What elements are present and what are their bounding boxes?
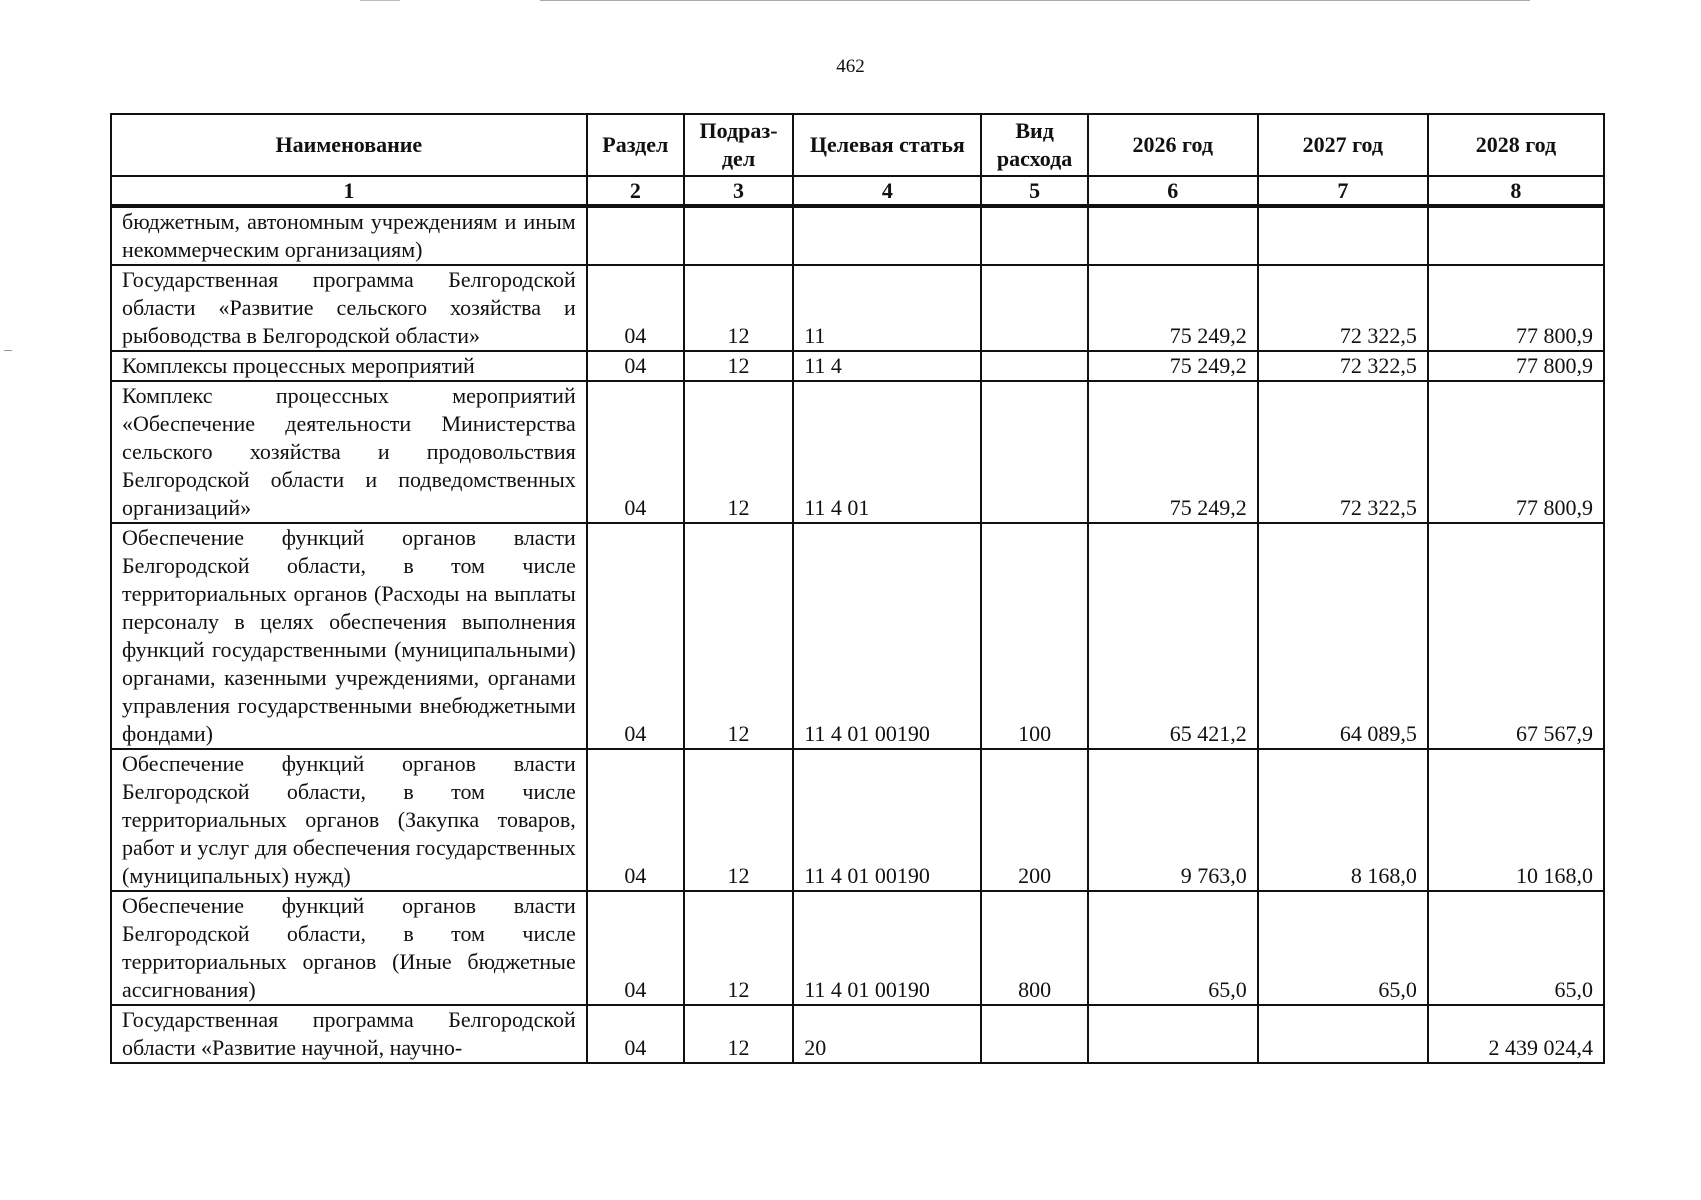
row-tselevaya-statya: 11 4 01 00190 <box>793 523 981 749</box>
row-2027: 65,0 <box>1258 891 1428 1005</box>
row-vid-raskhoda: 200 <box>981 749 1087 891</box>
row-razdel: 04 <box>587 265 684 351</box>
row-2026 <box>1088 206 1258 265</box>
row-2027: 72 322,5 <box>1258 381 1428 523</box>
row-vid-raskhoda: 800 <box>981 891 1087 1005</box>
row-2027: 8 168,0 <box>1258 749 1428 891</box>
row-podrazdel: 12 <box>684 351 793 381</box>
row-2028: 77 800,9 <box>1428 381 1604 523</box>
header-2028: 2028 год <box>1428 114 1604 176</box>
row-2027: 64 089,5 <box>1258 523 1428 749</box>
row-vid-raskhoda <box>981 381 1087 523</box>
budget-table <box>110 113 1605 1064</box>
row-podrazdel: 12 <box>684 891 793 1005</box>
table-row <box>111 265 1604 351</box>
table-row <box>111 749 1604 891</box>
row-razdel: 04 <box>587 381 684 523</box>
row-tselevaya-statya: 11 <box>793 265 981 351</box>
row-name: Обеспечение функций органов власти Белгородской области, в том числе территориальных органов (Иные бюджетные ассигнования) <box>111 891 587 1005</box>
row-2027 <box>1258 206 1428 265</box>
row-razdel <box>587 206 684 265</box>
table-header-row <box>111 114 1604 176</box>
row-podrazdel: 12 <box>684 265 793 351</box>
scan-artifact-line <box>360 0 400 1</box>
row-name: Комплексы процессных мероприятий <box>111 351 587 381</box>
row-2028: 67 567,9 <box>1428 523 1604 749</box>
row-podrazdel: 12 <box>684 523 793 749</box>
row-tselevaya-statya: 11 4 01 <box>793 381 981 523</box>
row-2027 <box>1258 1005 1428 1063</box>
header-name: Наименование <box>111 114 587 176</box>
row-2027: 72 322,5 <box>1258 265 1428 351</box>
row-2026 <box>1088 1005 1258 1063</box>
row-2026: 75 249,2 <box>1088 381 1258 523</box>
row-2028: 10 168,0 <box>1428 749 1604 891</box>
row-2027: 72 322,5 <box>1258 351 1428 381</box>
row-tselevaya-statya <box>793 206 981 265</box>
row-vid-raskhoda <box>981 265 1087 351</box>
table-row <box>111 206 1604 265</box>
column-number: 1 <box>111 176 587 206</box>
table-row <box>111 523 1604 749</box>
header-tselevaya-statya: Целевая статья <box>793 114 981 176</box>
row-tselevaya-statya: 11 4 <box>793 351 981 381</box>
column-number: 5 <box>981 176 1087 206</box>
row-name: Обеспечение функций органов власти Белгородской области, в том числе территориальных органов (Закупка товаров, работ и услуг для обеспечения государственных (муниципальных) нужд) <box>111 749 587 891</box>
row-2028: 77 800,9 <box>1428 351 1604 381</box>
scan-artifact-mark <box>4 350 12 351</box>
table-row <box>111 381 1604 523</box>
row-2026: 65,0 <box>1088 891 1258 1005</box>
row-vid-raskhoda <box>981 206 1087 265</box>
row-podrazdel: 12 <box>684 1005 793 1063</box>
header-2026: 2026 год <box>1088 114 1258 176</box>
column-number: 3 <box>684 176 793 206</box>
table-row <box>111 1005 1604 1063</box>
column-number-row <box>111 176 1604 206</box>
row-tselevaya-statya: 20 <box>793 1005 981 1063</box>
row-vid-raskhoda <box>981 351 1087 381</box>
row-name: Государственная программа Белгородской области «Развитие научной, научно- <box>111 1005 587 1063</box>
row-2028: 65,0 <box>1428 891 1604 1005</box>
row-vid-raskhoda <box>981 1005 1087 1063</box>
column-number: 8 <box>1428 176 1604 206</box>
row-name: Государственная программа Белгородской области «Развитие сельского хозяйства и рыбоводства в Белгородской области» <box>111 265 587 351</box>
row-name: бюджетным, автономным учреждениям и иным некоммерческим организациям) <box>111 206 587 265</box>
row-name: Комплекс процессных мероприятий «Обеспечение деятельности Министерства сельского хозяйства и продовольствия Белгородской области и подведомственных организаций» <box>111 381 587 523</box>
row-2028: 2 439 024,4 <box>1428 1005 1604 1063</box>
table-row <box>111 891 1604 1005</box>
row-2026: 65 421,2 <box>1088 523 1258 749</box>
row-2028: 77 800,9 <box>1428 265 1604 351</box>
row-podrazdel: 12 <box>684 381 793 523</box>
row-razdel: 04 <box>587 1005 684 1063</box>
row-2026: 75 249,2 <box>1088 265 1258 351</box>
row-2026: 9 763,0 <box>1088 749 1258 891</box>
row-razdel: 04 <box>587 351 684 381</box>
header-razdel: Раздел <box>587 114 684 176</box>
row-vid-raskhoda: 100 <box>981 523 1087 749</box>
row-razdel: 04 <box>587 749 684 891</box>
row-tselevaya-statya: 11 4 01 00190 <box>793 749 981 891</box>
row-name: Обеспечение функций органов власти Белгородской области, в том числе территориальных органов (Расходы на выплаты персоналу в целях обеспечения выполнения функций государственными (муниципальными) органами, казенными учреждениями, органами управления государственными внебюджетными фондами) <box>111 523 587 749</box>
header-2027: 2027 год <box>1258 114 1428 176</box>
row-podrazdel <box>684 206 793 265</box>
header-podrazdel: Подраз-дел <box>684 114 793 176</box>
page-number: 462 <box>836 56 865 77</box>
table-row <box>111 351 1604 381</box>
column-number: 4 <box>793 176 981 206</box>
scan-artifact-line <box>540 0 1530 1</box>
row-2028 <box>1428 206 1604 265</box>
row-razdel: 04 <box>587 891 684 1005</box>
row-podrazdel: 12 <box>684 749 793 891</box>
header-vid-raskhoda: Вид расхода <box>981 114 1087 176</box>
column-number: 6 <box>1088 176 1258 206</box>
row-2026: 75 249,2 <box>1088 351 1258 381</box>
column-number: 2 <box>587 176 684 206</box>
row-razdel: 04 <box>587 523 684 749</box>
row-tselevaya-statya: 11 4 01 00190 <box>793 891 981 1005</box>
column-number: 7 <box>1258 176 1428 206</box>
